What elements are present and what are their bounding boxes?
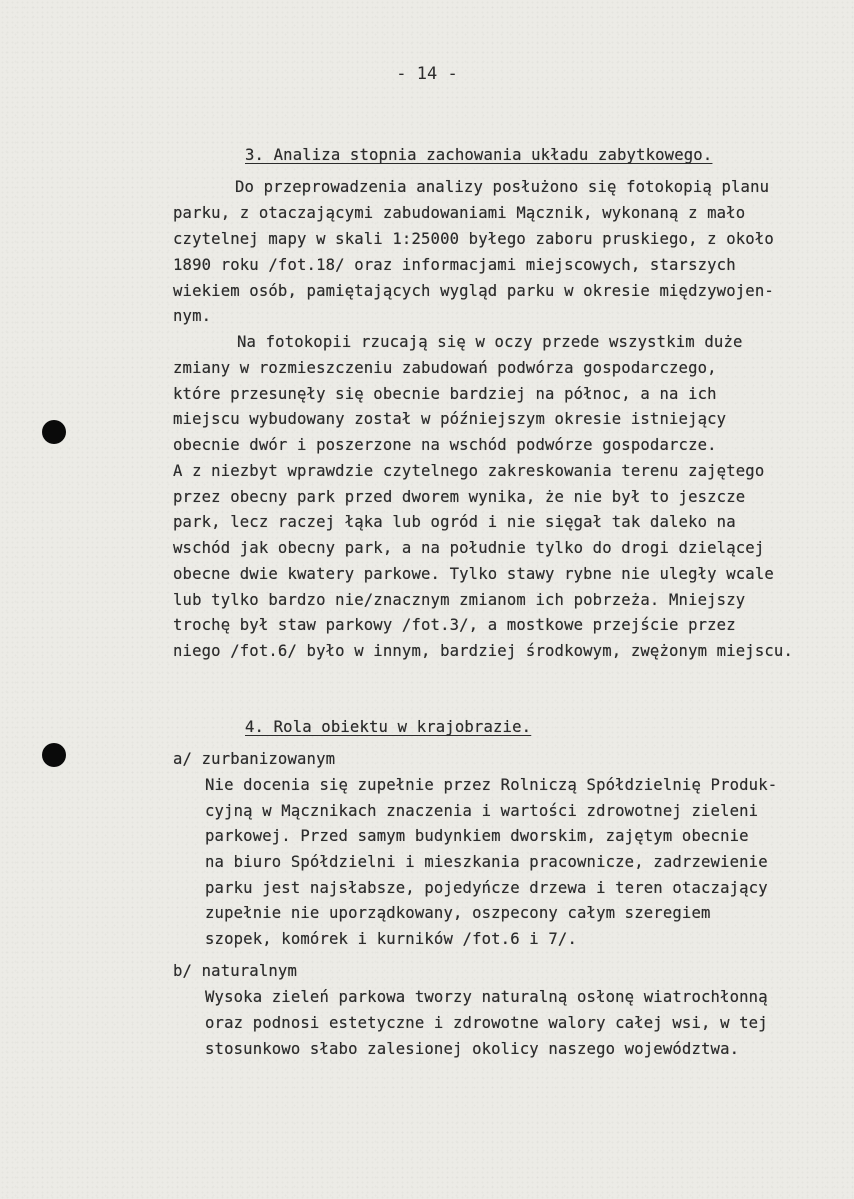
text-line: park, lecz raczej łąka lub ogród i nie sięgał tak daleko na [173,513,736,531]
text-line: A z niezbyt wprawdzie czytelnego zakreskowania terenu zajętego [173,462,765,480]
text-line: wiekiem osób, pamiętających wygląd parku w okresie międzywojen- [173,282,774,300]
text-line: wschód jak obecny park, a na południe tylko do drogi dzielącej [173,539,765,557]
text-line: nym. [173,307,212,325]
text-line: obecnie dwór i poszerzone na wschód podwórze gospodarcze. [173,436,717,454]
text-line: zupełnie nie uporządkowany, oszpecony całym szeregiem [205,904,711,922]
text-line: 1890 roku /fot.18/ oraz informacjami miejscowych, starszych [173,256,736,274]
text-line: parku jest najsłabsze, pojedyńcze drzewa i teren otaczający [205,879,768,897]
punch-hole-top [42,420,66,444]
text-line: oraz podnosi estetyczne i zdrowotne walory całej wsi, w tej [205,1014,768,1032]
section-4-heading: 4. Rola obiektu w krajobrazie. [245,718,532,736]
text-line: które przesunęły się obecnie bardziej na północ, a na ich [173,385,717,403]
text-line: przez obecny park przed dworem wynika, że nie był to jeszcze [173,488,746,506]
text-line: czytelnej mapy w skali 1:25000 byłego zaboru pruskiego, z około [173,230,774,248]
text-line: Wysoka zieleń parkowa tworzy naturalną osłonę wiatrochłonną [205,988,768,1006]
text-line: lub tylko bardzo nie/znacznym zmianom ich pobrzeża. Mniejszy [173,591,746,609]
text-line: trochę był staw parkowy /fot.3/, a mostkowe przejście przez [173,616,736,634]
punch-hole-bottom [42,743,66,767]
subsection-b-label: b/ naturalnym [173,962,297,980]
text-line: na biuro Spółdzielni i mieszkania pracownicze, zadrzewienie [205,853,768,871]
text-line: Do przeprowadzenia analizy posłużono się fotokopią planu [235,178,770,196]
subsection-a-label: a/ zurbanizowanym [173,750,336,768]
text-line: zmiany w rozmieszczeniu zabudowań podwórza gospodarczego, [173,359,717,377]
page-number: - 14 - [396,64,458,84]
section-3-heading: 3. Analiza stopnia zachowania układu zabytkowego. [245,146,713,164]
text-line: parkowej. Przed samym budynkiem dworskim, zajętym obecnie [205,827,749,845]
text-line: obecne dwie kwatery parkowe. Tylko stawy rybne nie uległy wcale [173,565,774,583]
text-line: Na fotokopii rzucają się w oczy przede wszystkim duże [237,333,743,351]
text-line: miejscu wybudowany został w późniejszym okresie istniejący [173,410,727,428]
text-line: szopek, komórek i kurników /fot.6 i 7/. [205,930,577,948]
text-line: parku, z otaczającymi zabudowaniami Mącznik, wykonaną z mało [173,204,746,222]
text-line: cyjną w Mącznikach znaczenia i wartości zdrowotnej zieleni [205,802,759,820]
text-line: Nie docenia się zupełnie przez Rolniczą Spółdzielnię Produk- [205,776,778,794]
text-line: niego /fot.6/ było w innym, bardziej środkowym, zwężonym miejscu. [173,642,793,660]
text-line: stosunkowo słabo zalesionej okolicy naszego województwa. [205,1040,740,1058]
